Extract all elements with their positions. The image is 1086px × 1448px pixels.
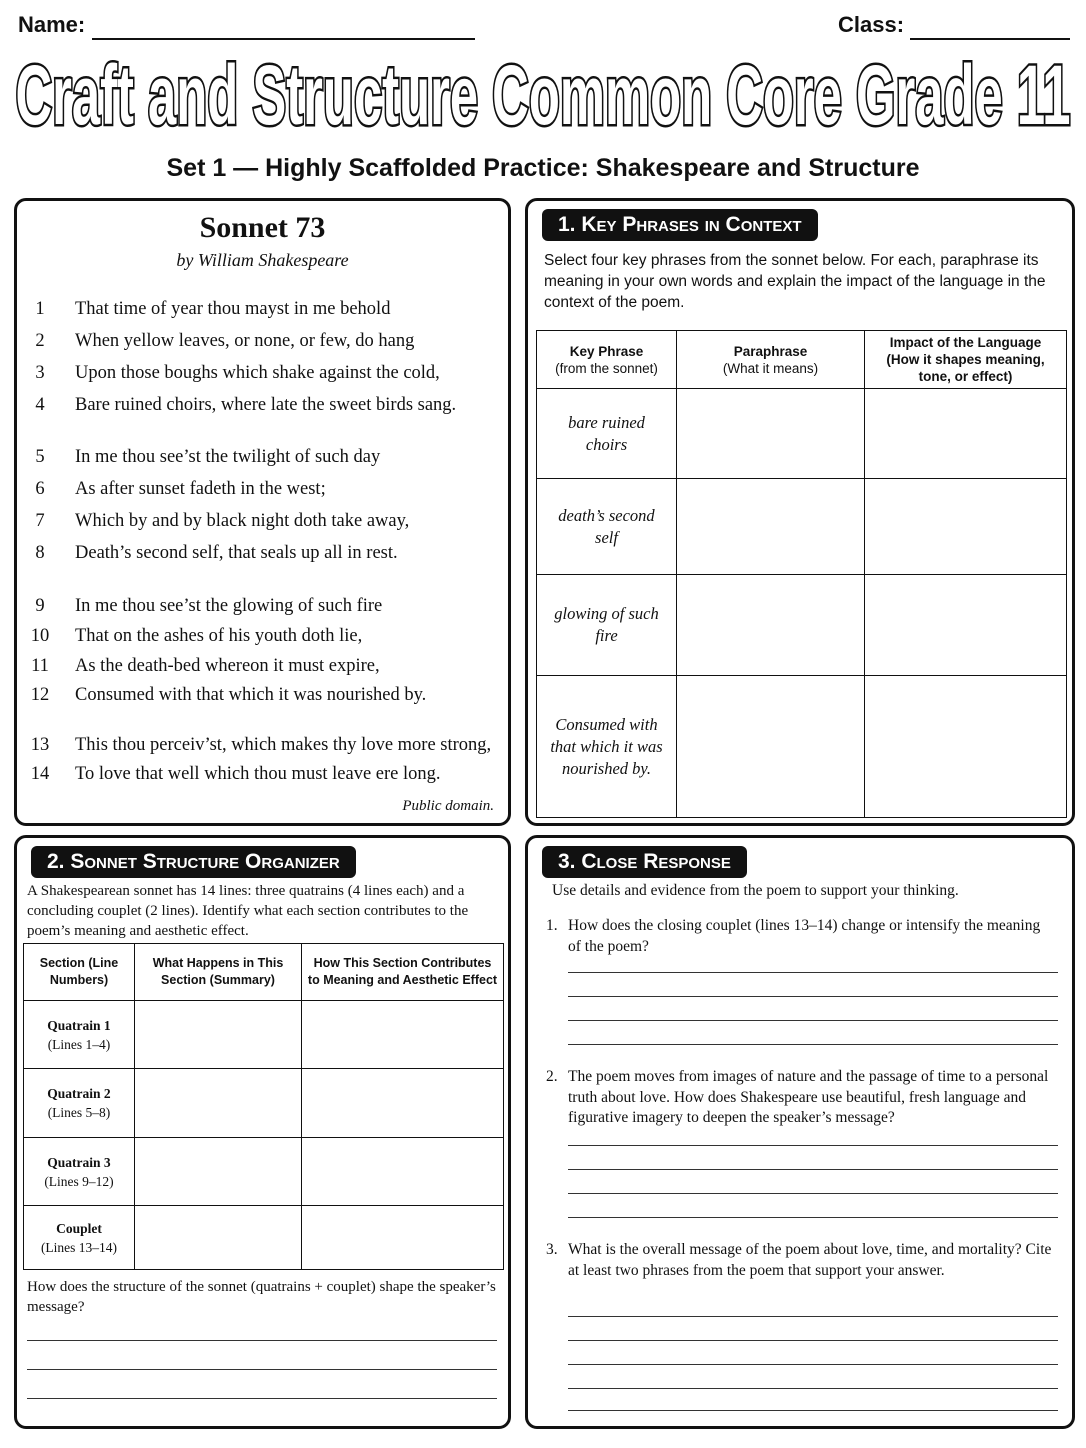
answer-line[interactable] [568, 1316, 1058, 1317]
public-domain-note: Public domain. [402, 798, 494, 814]
structure-panel [14, 835, 511, 1429]
key-phrases-table [536, 330, 1067, 818]
line-text: To love that well which thou must leave ere long. [75, 764, 441, 784]
section-cell: Couplet (Lines 13–14) [24, 1206, 135, 1270]
table-row [24, 1138, 504, 1206]
key-phrase-cell: death’s second self [537, 479, 677, 575]
line-number: 1 [35, 299, 45, 319]
contribution-cell[interactable] [302, 1206, 504, 1270]
line-text: That time of year thou mayst in me behold [75, 299, 391, 319]
key-phrase-cell: Consumed with that which it was nourished by. [537, 676, 677, 818]
structure-table [23, 943, 504, 1270]
line-text: Which by and by black night doth take away, [75, 511, 410, 531]
impact-cell[interactable] [865, 676, 1067, 818]
col-key-phrase: Key Phrase (from the sonnet) [537, 331, 677, 389]
line-text: In me thou see’st the twilight of such day [75, 447, 381, 467]
table-row [24, 1069, 504, 1138]
summary-cell[interactable] [135, 1138, 302, 1206]
section-cell: Quatrain 1 (Lines 1–4) [24, 1001, 135, 1069]
line-number: 3 [35, 363, 45, 383]
table-row [24, 1206, 504, 1270]
table-row [537, 389, 1067, 479]
line-text: Consumed with that which it was nourished by. [75, 685, 427, 705]
worksheet-subtitle: Set 1 — Highly Scaffolded Practice: Shakespeare and Structure [166, 154, 920, 182]
poem-author: by William Shakespeare [176, 250, 349, 270]
line-number: 6 [35, 479, 45, 499]
impact-cell[interactable] [865, 479, 1067, 575]
class-blank[interactable] [910, 38, 1070, 40]
line-number: 13 [30, 735, 50, 755]
summary-cell[interactable] [135, 1206, 302, 1270]
table-row [537, 575, 1067, 676]
answer-line[interactable] [568, 1388, 1058, 1389]
line-number: 2 [35, 331, 45, 351]
structure-instructions: A Shakespearean sonnet has 14 lines: three quatrains (4 lines each) and a concluding couplet (2 lines). Identify what each section contributes to the poem’s meaning and aesthetic effect. [27, 883, 469, 939]
paraphrase-cell[interactable] [677, 479, 865, 575]
answer-line[interactable] [27, 1398, 497, 1399]
table-row [537, 676, 1067, 818]
structure-question: How does the structure of the sonnet (quatrains + couplet) shape the speaker’s message? [27, 1279, 496, 1315]
worksheet-title [0, 52, 1086, 142]
answer-line[interactable] [568, 1193, 1058, 1194]
class-label: Class: [838, 12, 905, 37]
line-number: 10 [30, 626, 50, 646]
line-number: 14 [30, 764, 50, 784]
line-number: 12 [30, 685, 50, 705]
line-text: When yellow leaves, or none, or few, do hang [75, 331, 415, 351]
line-number: 8 [35, 543, 45, 563]
key-phrases-heading: 1. Key Phrases in Context [542, 209, 818, 241]
close-response-panel: 3. Close Response Use details and evidence from the poem to support your thinking. 1. How does the closing couplet (lines 13–14) change or intensify the meaning of the poem? 2. The poem moves from images of nature and the passage of time to a personal truth about love. How does Shakespeare use beautiful, fresh language and figurative imagery to deepen the speaker’s message? 3. What is the overall message of the poem about love, time, and mortality? Cite at least two phrases from the poem that support your answer. [525, 835, 1075, 1429]
answer-line[interactable] [568, 1410, 1058, 1411]
key-phrase-cell: bare ruined choirs [537, 389, 677, 479]
col-section: Section (Line Numbers) [24, 944, 135, 1001]
answer-line[interactable] [568, 1145, 1058, 1146]
line-number: 4 [35, 395, 45, 415]
summary-cell[interactable] [135, 1001, 302, 1069]
answer-line[interactable] [568, 1217, 1058, 1218]
contribution-cell[interactable] [302, 1001, 504, 1069]
answer-line[interactable] [568, 1169, 1058, 1170]
paraphrase-cell[interactable] [677, 389, 865, 479]
line-text: As the death-bed whereon it must expire, [75, 656, 380, 676]
answer-line[interactable] [568, 1340, 1058, 1341]
name-label: Name: [18, 12, 86, 37]
section-cell: Quatrain 2 (Lines 5–8) [24, 1069, 135, 1138]
answer-line[interactable] [568, 996, 1058, 997]
answer-line[interactable] [568, 1020, 1058, 1021]
poem-panel [14, 198, 511, 826]
answer-line[interactable] [568, 1044, 1058, 1045]
impact-cell[interactable] [865, 575, 1067, 676]
col-contribution: How This Section Contributes to Meaning and Aesthetic Effect [302, 944, 504, 1001]
answer-line[interactable] [568, 972, 1058, 973]
summary-cell[interactable] [135, 1069, 302, 1138]
key-phrase-cell: glowing of such fire [537, 575, 677, 676]
line-text: That on the ashes of his youth doth lie, [75, 626, 363, 646]
paraphrase-cell[interactable] [677, 676, 865, 818]
col-summary: What Happens in This Section (Summary) [135, 944, 302, 1001]
impact-cell[interactable] [865, 389, 1067, 479]
svg-text:Craft and Structure Common Cor: Craft and Structure Common Core Grade 11 [15, 52, 1071, 142]
answer-line[interactable] [27, 1369, 497, 1370]
structure-heading: 2. Sonnet Structure Organizer [31, 846, 356, 878]
col-paraphrase: Paraphrase (What it means) [677, 331, 865, 389]
key-phrases-instructions: Select four key phrases from the sonnet below. For each, paraphrase its meaning in your own words and explain the impact of the language in the context of the poem. [544, 252, 1046, 311]
line-text: Bare ruined choirs, where late the sweet birds sang. [75, 395, 457, 415]
line-number: 11 [31, 656, 49, 676]
key-phrases-panel [525, 198, 1075, 826]
contribution-cell[interactable] [302, 1138, 504, 1206]
line-number: 5 [35, 447, 45, 467]
paraphrase-cell[interactable] [677, 575, 865, 676]
line-number: 7 [35, 511, 45, 531]
line-number: 9 [35, 596, 45, 616]
close-response-instructions: Use details and evidence from the poem to support your thinking. [552, 882, 959, 899]
table-row [24, 1001, 504, 1069]
poem-title: Sonnet 73 [199, 211, 326, 244]
table-row [537, 479, 1067, 575]
line-text: In me thou see’st the glowing of such fire [75, 596, 383, 616]
answer-line[interactable] [568, 1364, 1058, 1365]
name-blank[interactable] [92, 38, 475, 40]
col-impact: Impact of the Language (How it shapes meaning, tone, or effect) [865, 331, 1067, 389]
close-response-heading: 3. Close Response [542, 846, 747, 878]
line-text: As after sunset fadeth in the west; [75, 479, 326, 499]
line-text: Upon those boughs which shake against the cold, [75, 363, 440, 383]
answer-line[interactable] [27, 1340, 497, 1341]
section-cell: Quatrain 3 (Lines 9–12) [24, 1138, 135, 1206]
line-text: This thou perceiv’st, which makes thy love more strong, [75, 735, 492, 755]
line-text: Death’s second self, that seals up all in rest. [75, 543, 398, 563]
contribution-cell[interactable] [302, 1069, 504, 1138]
